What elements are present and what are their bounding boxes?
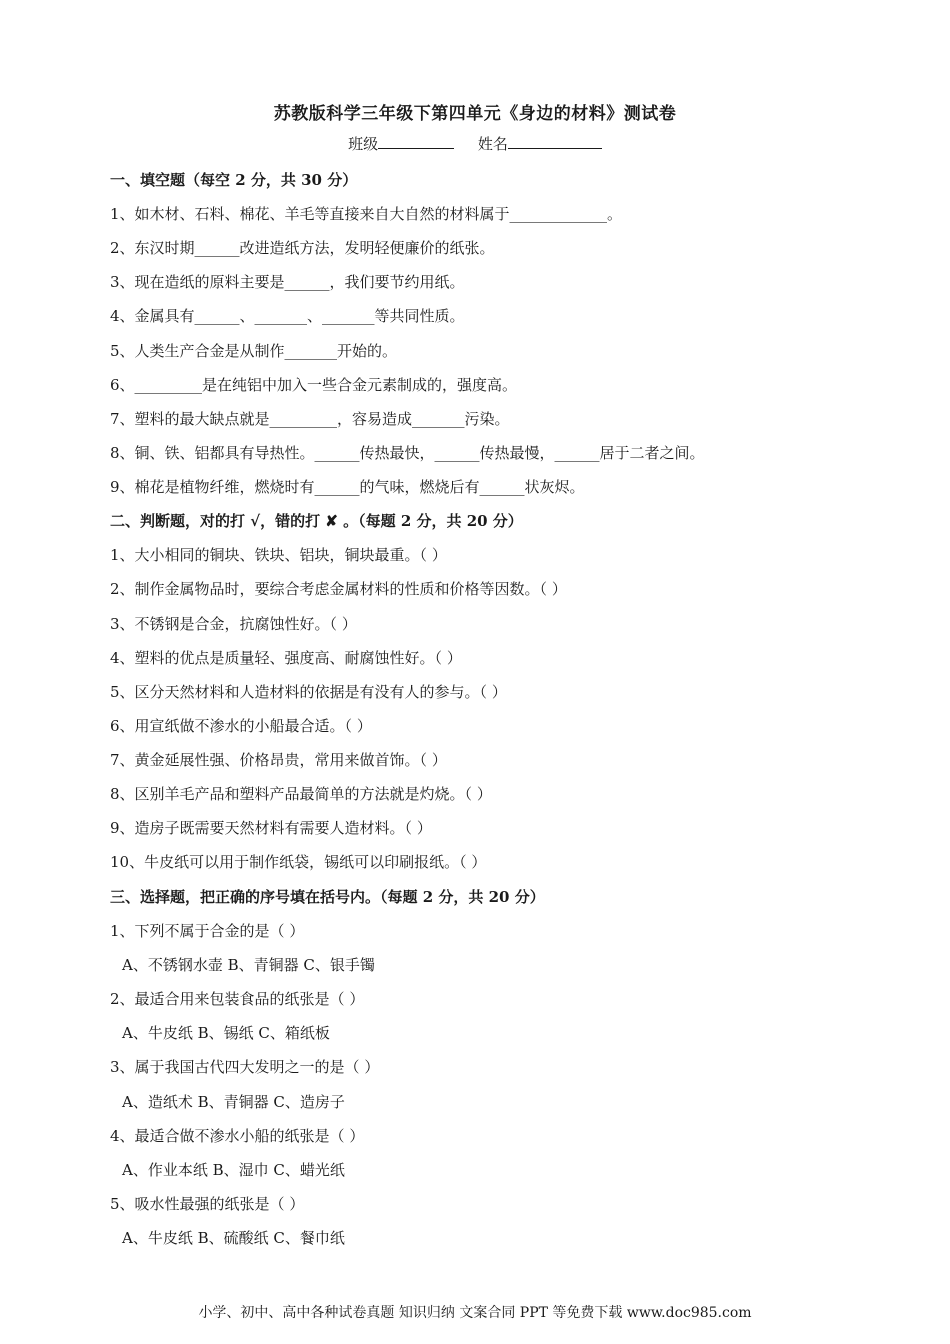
question-item: 3、现在造纸的原料主要是______，我们要节约用纸。 bbox=[110, 273, 465, 291]
question-item: 9、造房子既需要天然材料有需要人造材料。（ ） bbox=[110, 819, 432, 837]
question-item: 4、塑料的优点是质量轻、强度高、耐腐蚀性好。（ ） bbox=[110, 649, 462, 667]
question-item: 10、牛皮纸可以用于制作纸袋，锡纸可以印刷报纸。（ ） bbox=[110, 853, 487, 871]
question-item: 1、如木材、石料、棉花、羊毛等直接来自大自然的材料属于_____________。 bbox=[110, 205, 623, 223]
footer-text: 小学、初中、高中各种试卷真题 知识归纳 文案合同 PPT 等免费下载 www.doc985.com bbox=[198, 1305, 752, 1321]
section-heading-multiple-choice: 三、选择题，把正确的序号填在括号内。（每题 2 分，共 20 分） bbox=[110, 888, 545, 906]
question-item: 7、黄金延展性强、价格昂贵，常用来做首饰。（ ） bbox=[110, 751, 447, 769]
answer-options: A、牛皮纸 B、锡纸 C、箱纸板 bbox=[122, 1024, 330, 1042]
page-title: 苏教版科学三年级下第四单元《身边的材料》测试卷 bbox=[273, 104, 677, 124]
question-item: 2、东汉时期______改进造纸方法，发明轻便廉价的纸张。 bbox=[110, 239, 495, 257]
name-blank[interactable] bbox=[508, 134, 602, 149]
question-item: 3、不锈钢是合金，抗腐蚀性好。（ ） bbox=[110, 615, 357, 633]
question-item: 6、_________是在纯铝中加入一些合金元素制成的，强度高。 bbox=[110, 376, 518, 394]
class-label: 班级 bbox=[348, 135, 379, 153]
answer-options: A、不锈钢水壶 B、青铜器 C、银手镯 bbox=[122, 956, 375, 974]
question-item: 4、最适合做不渗水小船的纸张是（ ） bbox=[110, 1127, 365, 1145]
question-item: 2、最适合用来包装食品的纸张是（ ） bbox=[110, 990, 365, 1008]
section-heading-fill-blank: 一、填空题（每空 2 分，共 30 分） bbox=[110, 171, 358, 189]
question-item: 4、金属具有______、_______、_______等共同性质。 bbox=[110, 307, 465, 325]
question-item: 5、区分天然材料和人造材料的依据是有没有人的参与。（ ） bbox=[110, 683, 507, 701]
question-item: 2、制作金属物品时，要综合考虑金属材料的性质和价格等因数。（ ） bbox=[110, 580, 567, 598]
class-blank[interactable] bbox=[378, 134, 454, 149]
question-item: 7、塑料的最大缺点就是_________，容易造成_______污染。 bbox=[110, 410, 510, 428]
name-label: 姓名 bbox=[477, 135, 508, 153]
question-item: 5、人类生产合金是从制作_______开始的。 bbox=[110, 342, 398, 360]
answer-options: A、造纸术 B、青铜器 C、造房子 bbox=[122, 1093, 345, 1111]
section-heading-true-false: 二、判断题，对的打 √，错的打 ✘ 。（每题 2 分，共 20 分） bbox=[110, 512, 523, 530]
student-info-line bbox=[0, 133, 950, 154]
question-item: 6、用宣纸做不渗水的小船最合适。（ ） bbox=[110, 717, 372, 735]
question-item: 9、棉花是植物纤维，燃烧时有______的气味，燃烧后有______状灰烬。 bbox=[110, 478, 585, 496]
question-item: 8、区别羊毛产品和塑料产品最简单的方法就是灼烧。（ ） bbox=[110, 785, 492, 803]
answer-options: A、作业本纸 B、湿巾 C、蜡光纸 bbox=[122, 1161, 345, 1179]
question-item: 8、铜、铁、铝都具有导热性。______传热最快，______传热最慢，______居于二者之间。 bbox=[110, 444, 705, 462]
question-item: 1、下列不属于合金的是（ ） bbox=[110, 922, 305, 940]
question-item: 1、大小相同的铜块、铁块、铝块，铜块最重。（ ） bbox=[110, 546, 447, 564]
answer-options: A、牛皮纸 B、硫酸纸 C、餐巾纸 bbox=[122, 1229, 345, 1247]
question-item: 5、吸水性最强的纸张是（ ） bbox=[110, 1195, 305, 1213]
question-item: 3、属于我国古代四大发明之一的是（ ） bbox=[110, 1058, 380, 1076]
